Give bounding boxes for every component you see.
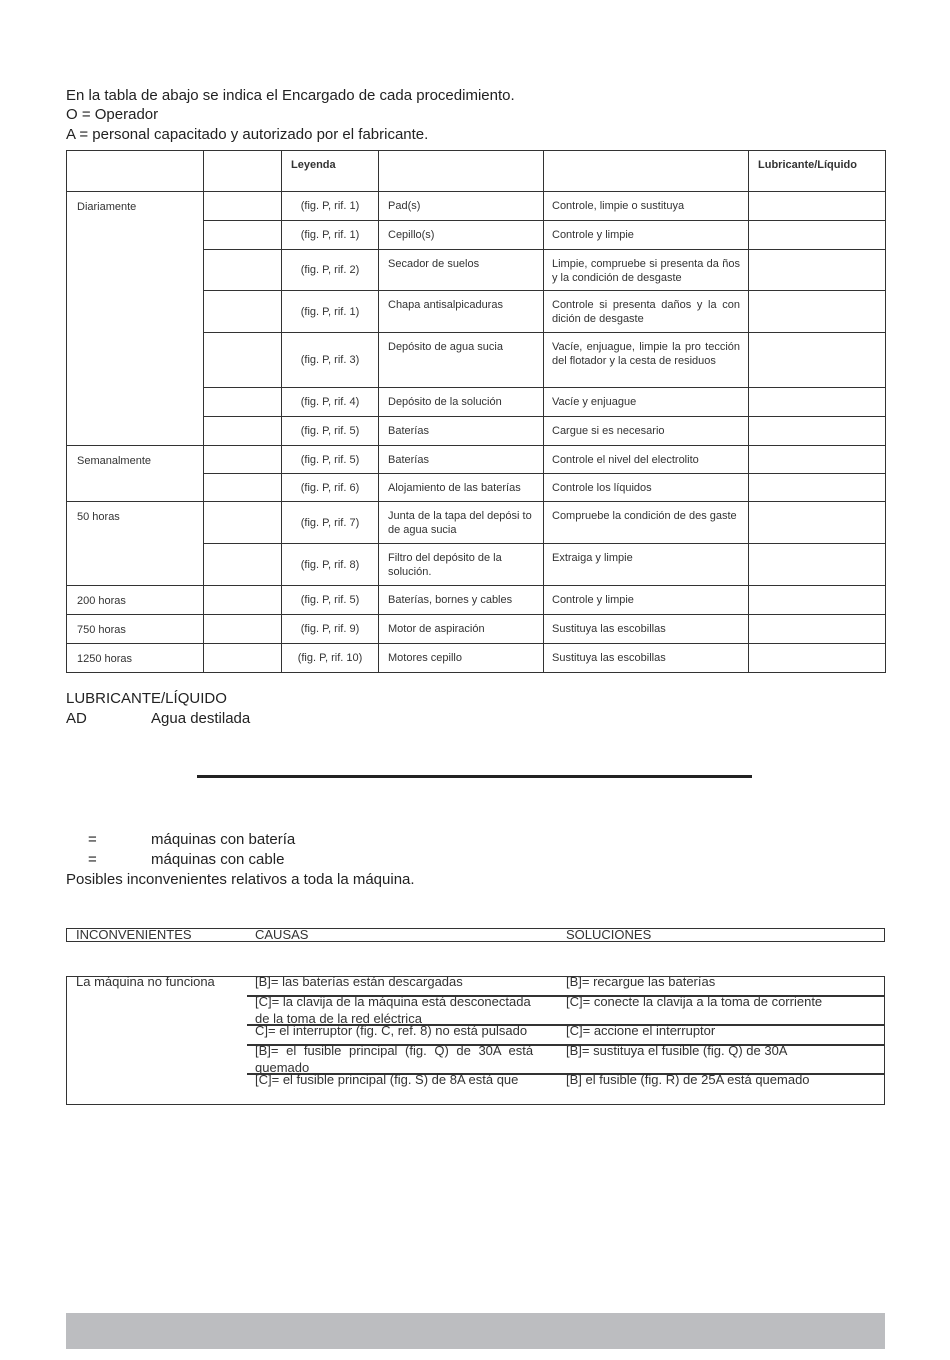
item-cell: Depósito de agua sucia — [379, 333, 544, 388]
intro-line-2: O = Operador — [66, 106, 159, 123]
operation-cell: Controle si presenta daños y la con dición de desgaste — [544, 291, 749, 333]
lubricant-cell — [749, 446, 886, 474]
lubricant-cell — [749, 615, 886, 644]
empty-cell — [204, 586, 282, 615]
lubricant-cell — [749, 502, 886, 544]
lubricant-cell — [749, 544, 886, 586]
item-cell: Motor de aspiración — [379, 615, 544, 644]
empty-cell — [204, 544, 282, 586]
frequency-cell: 200 horas — [67, 586, 204, 615]
cable-symbol: = — [88, 851, 97, 868]
operation-cell: Limpie, compruebe si presenta da ños y la condición de desgaste — [544, 250, 749, 291]
header-cell — [67, 151, 204, 192]
lubricant-code: AD — [66, 710, 87, 727]
reference-cell: (fig. P, rif. 7) — [282, 502, 379, 544]
lubricant-cell — [749, 192, 886, 221]
reference-cell: (fig. P, rif. 4) — [282, 388, 379, 417]
lubricant-cell — [749, 417, 886, 446]
operation-cell: Sustituya las escobillas — [544, 615, 749, 644]
table-row — [67, 502, 886, 544]
lubricant-cell — [749, 586, 886, 615]
empty-cell — [204, 446, 282, 474]
reference-cell: (fig. P, rif. 8) — [282, 544, 379, 586]
solution-cell: [C]= accione el interruptor — [566, 1023, 716, 1038]
table-row — [67, 192, 886, 221]
lubricant-cell — [749, 221, 886, 250]
header-causes: CAUSAS — [255, 927, 309, 942]
cause-cell: [B]= las baterías están descargadas — [255, 974, 463, 989]
empty-cell — [204, 644, 282, 673]
reference-cell: (fig. P, rif. 3) — [282, 333, 379, 388]
battery-symbol: = — [88, 831, 97, 848]
operation-cell: Controle y limpie — [544, 586, 749, 615]
operation-cell: Extraiga y limpie — [544, 544, 749, 586]
frequency-cell: Semanalmente — [67, 446, 204, 502]
operation-cell: Compruebe la condición de des gaste — [544, 502, 749, 544]
reference-cell: (fig. P, rif. 2) — [282, 250, 379, 291]
battery-legend: máquinas con batería — [151, 831, 296, 848]
item-cell: Baterías — [379, 446, 544, 474]
table-row — [67, 615, 886, 644]
header-cell — [204, 151, 282, 192]
cause-cell: [C]= el fusible principal (fig. S) de 8A está que — [255, 1072, 519, 1087]
empty-cell — [204, 333, 282, 388]
operation-cell: Controle los líquidos — [544, 474, 749, 502]
item-cell: Chapa antisalpicaduras — [379, 291, 544, 333]
troubleshooting-intro: Posibles inconvenientes relativos a toda la máquina. — [66, 871, 415, 888]
item-cell: Baterías, bornes y cables — [379, 586, 544, 615]
frequency-cell: 1250 horas — [67, 644, 204, 673]
reference-cell: (fig. P, rif. 1) — [282, 291, 379, 333]
lubricant-title: LUBRICANTE/LÍQUIDO — [66, 690, 227, 707]
operation-cell: Vacíe, enjuague, limpie la pro tección del flotador y la cesta de residuos — [544, 333, 749, 388]
header-solutions: SOLUCIONES — [566, 927, 652, 942]
reference-cell: (fig. P, rif. 1) — [282, 221, 379, 250]
reference-cell: (fig. P, rif. 10) — [282, 644, 379, 673]
lubricant-cell — [749, 250, 886, 291]
empty-cell — [204, 417, 282, 446]
section-divider — [197, 775, 752, 778]
cause-cell: [C]= la clavija de la máquina está desconectada — [255, 994, 531, 1009]
operation-cell: Sustituya las escobillas — [544, 644, 749, 673]
operation-cell: Vacíe y enjuague — [544, 388, 749, 417]
header-cell — [379, 151, 544, 192]
item-cell: Alojamiento de las baterías — [379, 474, 544, 502]
reference-cell: (fig. P, rif. 5) — [282, 417, 379, 446]
operation-cell: Cargue si es necesario — [544, 417, 749, 446]
item-cell: Baterías — [379, 417, 544, 446]
reference-cell: (fig. P, rif. 9) — [282, 615, 379, 644]
empty-cell — [204, 474, 282, 502]
solution-cell: [B]= recargue las baterías — [566, 974, 716, 989]
item-cell: Secador de suelos — [379, 250, 544, 291]
empty-cell — [204, 502, 282, 544]
solution-cell: [C]= conecte la clavija a la toma de corriente — [566, 994, 823, 1009]
frequency-cell: Diariamente — [67, 192, 204, 446]
table-header-row — [67, 151, 886, 192]
empty-cell — [204, 615, 282, 644]
lubricant-description: Agua destilada — [151, 710, 251, 727]
reference-cell: (fig. P, rif. 6) — [282, 474, 379, 502]
reference-cell: (fig. P, rif. 1) — [282, 192, 379, 221]
cause-cell-continued: quemado — [255, 1060, 310, 1075]
header-cell-legend: Leyenda — [282, 151, 379, 192]
item-cell: Cepillo(s) — [379, 221, 544, 250]
footer-bar — [66, 1313, 885, 1349]
solution-cell: [B]= sustituya el fusible (fig. Q) de 30A — [566, 1043, 788, 1058]
lubricant-cell — [749, 474, 886, 502]
table-row — [67, 586, 886, 615]
empty-cell — [204, 221, 282, 250]
lubricant-cell — [749, 291, 886, 333]
operation-cell: Controle y limpie — [544, 221, 749, 250]
intro-line-3: A = personal capacitado y autorizado por el fabricante. — [66, 126, 429, 143]
empty-cell — [204, 250, 282, 291]
item-cell: Filtro del depósito de la solución. — [379, 544, 544, 586]
cause-cell-continued: de la toma de la red eléctrica — [255, 1011, 422, 1026]
item-cell: Junta de la tapa del depósi to de agua sucia — [379, 502, 544, 544]
item-cell: Depósito de la solución — [379, 388, 544, 417]
operation-cell: Controle el nivel del electrolito — [544, 446, 749, 474]
table-row — [67, 446, 886, 474]
cable-legend: máquinas con cable — [151, 851, 285, 868]
problem-cell: La máquina no funciona — [76, 974, 215, 989]
item-cell: Pad(s) — [379, 192, 544, 221]
cause-cell: [B]= el fusible principal (fig. Q) de 30A está — [255, 1043, 534, 1058]
frequency-cell: 50 horas — [67, 502, 204, 586]
empty-cell — [204, 192, 282, 221]
maintenance-table — [66, 150, 886, 673]
header-problems: INCONVENIENTES — [76, 927, 192, 942]
lubricant-cell — [749, 644, 886, 673]
reference-cell: (fig. P, rif. 5) — [282, 446, 379, 474]
empty-cell — [204, 291, 282, 333]
operation-cell: Controle, limpie o sustituya — [544, 192, 749, 221]
header-cell-lubricant: Lubricante/Líquido — [749, 151, 886, 192]
header-cell — [544, 151, 749, 192]
lubricant-cell — [749, 388, 886, 417]
cause-cell: C]= el interruptor (fig. C, ref. 8) no está pulsado — [255, 1023, 528, 1038]
reference-cell: (fig. P, rif. 5) — [282, 586, 379, 615]
solution-cell: [B] el fusible (fig. R) de 25A está quemado — [566, 1072, 810, 1087]
item-cell: Motores cepillo — [379, 644, 544, 673]
empty-cell — [204, 388, 282, 417]
frequency-cell: 750 horas — [67, 615, 204, 644]
table-row — [67, 644, 886, 673]
lubricant-cell — [749, 333, 886, 388]
intro-line-1: En la tabla de abajo se indica el Encargado de cada procedimiento. — [66, 87, 515, 104]
